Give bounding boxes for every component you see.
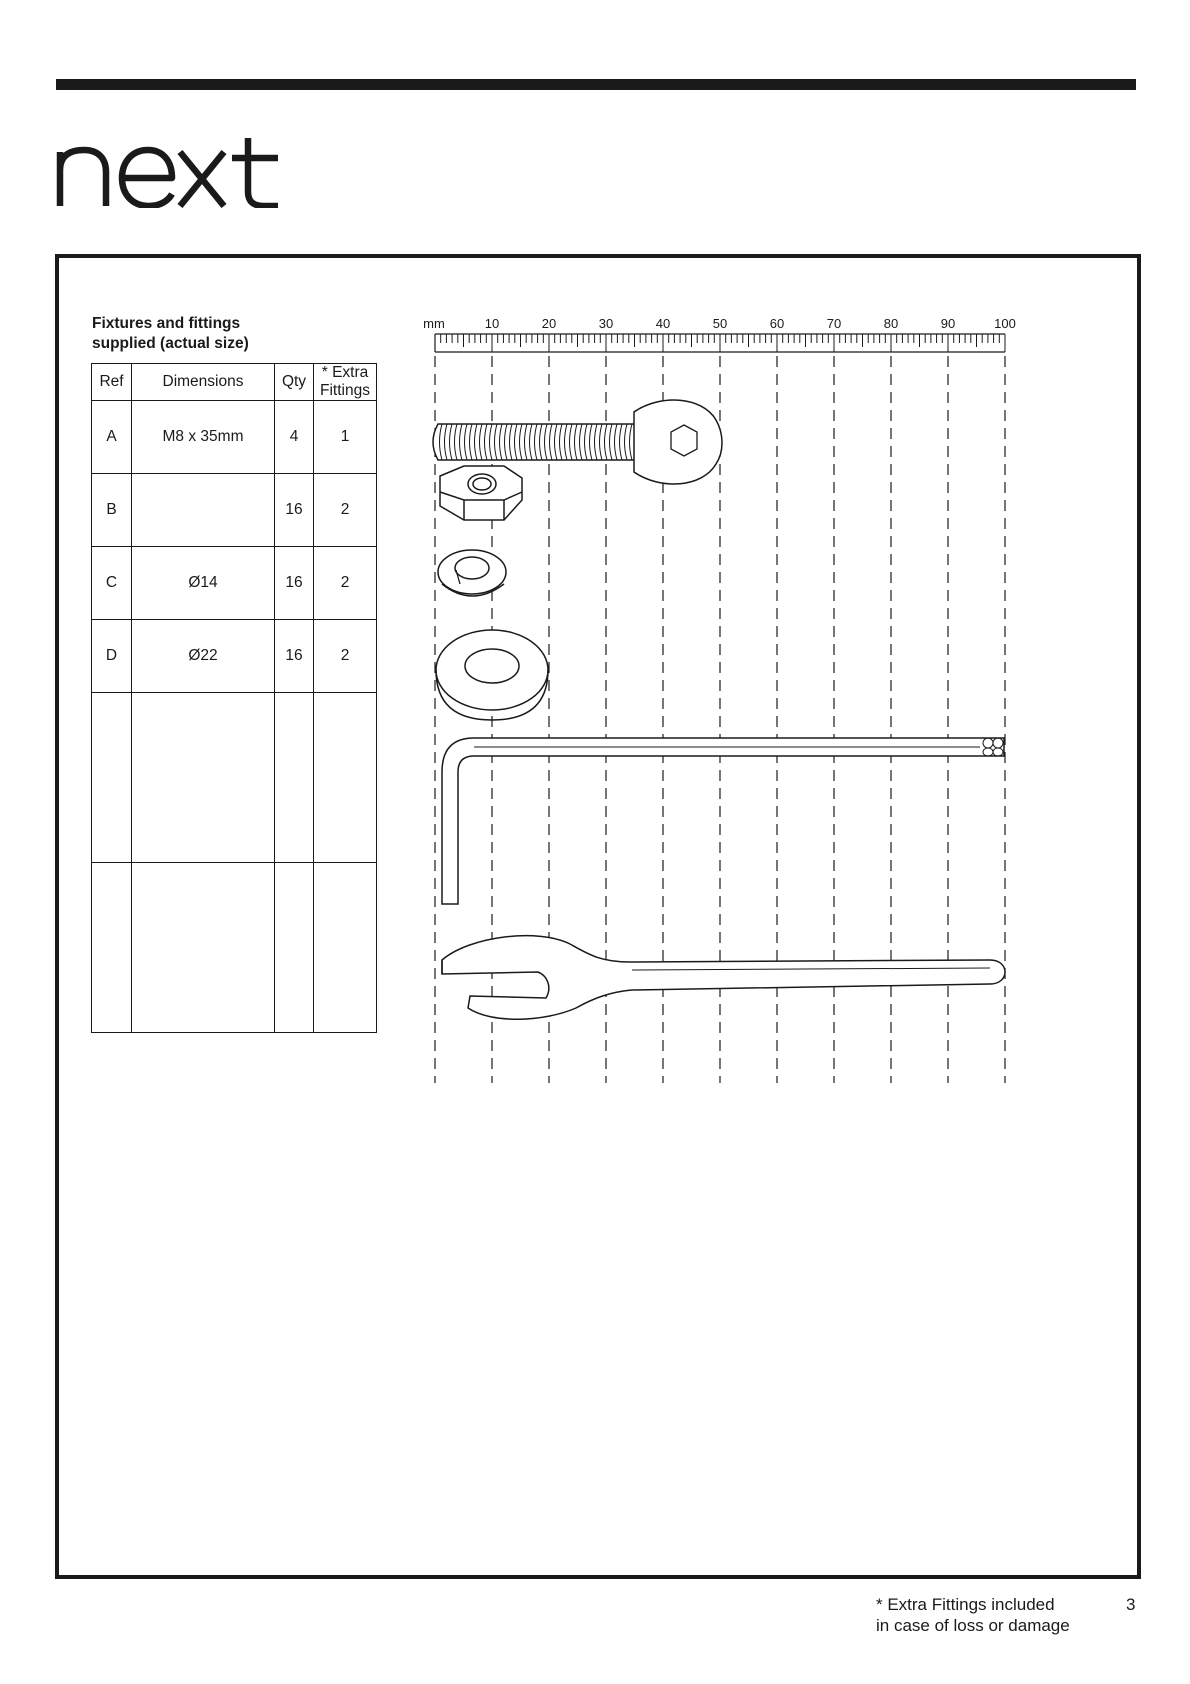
extra-fittings-footnote bbox=[876, 1594, 1070, 1636]
ruler-tick-label: 50 bbox=[712, 316, 728, 331]
column-header-qty: Qty bbox=[275, 364, 314, 401]
ruler-tick-label: 100 bbox=[994, 316, 1016, 331]
fixtures-title-line2: supplied (actual size) bbox=[92, 335, 249, 352]
ruler-tick-label: 10 bbox=[484, 316, 500, 331]
flat-washer-icon bbox=[436, 630, 548, 720]
column-header-dimensions: Dimensions bbox=[132, 364, 275, 401]
empty-cell bbox=[314, 863, 377, 1033]
column-header-extra-fittings bbox=[314, 364, 377, 401]
ruler-tick-label: 70 bbox=[826, 316, 842, 331]
cell-extra: 2 bbox=[314, 620, 377, 693]
ruler-tick-label: 40 bbox=[655, 316, 671, 331]
cell-dimensions: Ø22 bbox=[132, 620, 275, 693]
cell-ref: A bbox=[92, 401, 132, 474]
empty-cell bbox=[92, 863, 132, 1033]
cell-ref: C bbox=[92, 547, 132, 620]
ruler-tick-label: 30 bbox=[598, 316, 614, 331]
spanner-icon bbox=[442, 936, 1005, 1020]
column-header-extra-line1: * Extra bbox=[321, 364, 369, 381]
cell-ref: D bbox=[92, 620, 132, 693]
empty-cell bbox=[275, 863, 314, 1033]
empty-table-row bbox=[92, 863, 377, 1033]
table-row bbox=[92, 401, 377, 474]
empty-table-row bbox=[92, 693, 377, 863]
empty-cell bbox=[132, 863, 275, 1033]
ruler-unit-label: mm bbox=[423, 316, 445, 331]
ruler bbox=[423, 316, 1016, 352]
fixtures-title bbox=[92, 314, 249, 354]
cell-dimensions bbox=[132, 474, 275, 547]
hex-nut-icon bbox=[440, 466, 522, 520]
ruler-tick-labels bbox=[485, 316, 1016, 331]
cell-extra: 1 bbox=[314, 401, 377, 474]
ruler-ticks bbox=[441, 334, 1005, 352]
footnote-line2: in case of loss or damage bbox=[876, 1616, 1070, 1635]
empty-cell bbox=[314, 693, 377, 863]
ruler-tick-label: 60 bbox=[769, 316, 785, 331]
spring-washer-icon bbox=[438, 550, 506, 596]
column-header-extra-line2: Fittings bbox=[320, 382, 370, 399]
ruler-tick-label: 90 bbox=[940, 316, 956, 331]
allen-key-icon bbox=[442, 738, 1004, 904]
top-rule bbox=[56, 79, 1136, 90]
fittings-table bbox=[91, 363, 377, 1033]
cell-qty: 4 bbox=[275, 401, 314, 474]
empty-cell bbox=[132, 693, 275, 863]
table-row bbox=[92, 547, 377, 620]
fixtures-title-line1: Fixtures and fittings bbox=[92, 315, 241, 332]
page-number: 3 bbox=[1126, 1595, 1136, 1614]
table-row bbox=[92, 474, 377, 547]
ruler-tick-label: 80 bbox=[883, 316, 899, 331]
footnote-line1: * Extra Fittings included bbox=[876, 1595, 1055, 1614]
cell-extra: 2 bbox=[314, 474, 377, 547]
cell-dimensions: M8 x 35mm bbox=[132, 401, 275, 474]
cell-dimensions: Ø14 bbox=[132, 547, 275, 620]
table-row bbox=[92, 620, 377, 693]
cell-qty: 16 bbox=[275, 620, 314, 693]
next-logo bbox=[56, 130, 278, 208]
empty-cell bbox=[92, 693, 132, 863]
table-header-row bbox=[92, 364, 377, 401]
cell-extra: 2 bbox=[314, 547, 377, 620]
cell-ref: B bbox=[92, 474, 132, 547]
empty-cell bbox=[275, 693, 314, 863]
cell-qty: 16 bbox=[275, 474, 314, 547]
column-header-ref: Ref bbox=[92, 364, 132, 401]
ruler-tick-label: 20 bbox=[541, 316, 557, 331]
cell-qty: 16 bbox=[275, 547, 314, 620]
actual-size-diagram bbox=[420, 308, 1020, 1088]
